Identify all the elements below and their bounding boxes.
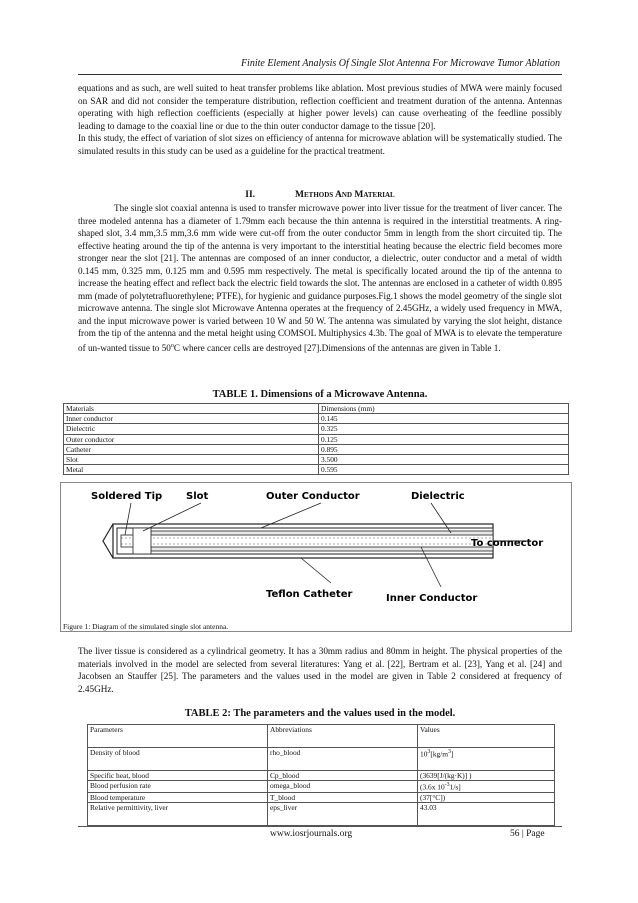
table-header-cell: Dimensions (mm) bbox=[319, 404, 569, 414]
table-cell: Dielectric bbox=[64, 424, 319, 434]
intro-paragraph-2: In this study, the effect of variation of slot sizes on efficiency of antenna for microwave ablation will be systematically studied. The simulated results in this study can be used as a guideline for the practical treatment. bbox=[78, 133, 562, 156]
label-to-connector: To connector bbox=[471, 538, 544, 549]
catheter-tip bbox=[103, 524, 113, 558]
table-cell: Metal bbox=[64, 465, 319, 475]
value-exponent: 3 bbox=[448, 749, 452, 755]
table-header-row bbox=[88, 725, 555, 748]
table-cell: 0.595 bbox=[319, 465, 569, 475]
methods-text-b: C where cancer cells are destroyed [27].Dimensions of the antennas are given in Table 1. bbox=[173, 342, 501, 353]
value-exponent: -3 bbox=[444, 782, 450, 789]
table-row bbox=[88, 771, 555, 781]
table-cell: 0.145 bbox=[319, 414, 569, 424]
section-heading bbox=[78, 190, 562, 200]
table-cell: Catheter bbox=[64, 444, 319, 454]
figure1 bbox=[60, 482, 572, 632]
table-cell: 43.03 bbox=[418, 803, 555, 826]
value-unit-close: ] bbox=[451, 749, 454, 759]
table-row bbox=[64, 434, 569, 444]
table-cell: T_blood bbox=[268, 792, 418, 802]
table-header-cell: Parameters bbox=[88, 725, 268, 748]
table-cell: eps_liver bbox=[268, 803, 418, 826]
table-cell: Slot bbox=[64, 455, 319, 465]
figure1-caption: Figure 1: Diagram of the simulated single slot antenna. bbox=[63, 622, 229, 631]
inner-conductor-shape bbox=[121, 535, 493, 547]
table-header-cell: Values bbox=[418, 725, 555, 748]
running-header: Finite Element Analysis Of Single Slot Antenna For Microwave Tumor Ablation bbox=[240, 58, 560, 69]
footer-url[interactable]: www.iosrjournals.org bbox=[270, 829, 353, 839]
label-outer-conductor: Outer Conductor bbox=[266, 491, 360, 502]
label-teflon-catheter: Teflon Catheter bbox=[266, 589, 353, 600]
table-cell: Density of blood bbox=[88, 748, 268, 771]
section-number: II. bbox=[245, 190, 256, 200]
methods-paragraph bbox=[78, 202, 562, 354]
degree-superscript: o bbox=[170, 342, 174, 349]
label-soldered-tip: Soldered Tip bbox=[91, 491, 163, 502]
table-cell: Blood perfusion rate bbox=[88, 781, 268, 793]
table-cell: Specific heat, blood bbox=[88, 771, 268, 781]
value-exponent: 3 bbox=[427, 749, 431, 755]
table-cell bbox=[418, 748, 555, 771]
table-row bbox=[88, 803, 555, 826]
table2 bbox=[87, 724, 555, 826]
table-cell: 0.895 bbox=[319, 444, 569, 454]
value-base: (3.6x 10 bbox=[420, 782, 445, 792]
footer-page-number: 56 | Page bbox=[510, 829, 545, 839]
table-cell: 3.500 bbox=[319, 455, 569, 465]
intro-paragraph-1: equations and as such, are well suited to heat transfer problems like ablation. Most previous studies of MWA were mainly focused on SAR and did not consider the temperature distribution, reflection coefficient and treatment duration of the antenna. Antennas operating with high reflection coefficients (especially at higher power levels) can cause overheating of the feedline possibly leading to damage to the coaxial line or due to the thin outer conductor damage to the tissue [20]. bbox=[78, 83, 562, 131]
slot-shape bbox=[133, 528, 151, 554]
label-dielectric: Dielectric bbox=[411, 491, 465, 502]
table-header-cell: Abbreviations bbox=[268, 725, 418, 748]
table-cell: Relative permittivity, liver bbox=[88, 803, 268, 826]
table-row bbox=[64, 414, 569, 424]
table-row bbox=[88, 748, 555, 771]
liver-text: The liver tissue is considered as a cylindrical geometry. It has a 30mm radius and 80mm in height. The physical properties of the materials involved in the model are selected from several literatures: Yang et al. [22], Bertram et al. [23], Yang et al. [24] and Jacobsen an Stauffer [25]. The parameters and the values used in the model are given in Table 2 considered at frequency of 2.45GHz. bbox=[78, 646, 562, 694]
table-cell: Cp_blood bbox=[268, 771, 418, 781]
table-row bbox=[64, 465, 569, 475]
table-row bbox=[64, 444, 569, 454]
liver-paragraph bbox=[78, 645, 562, 695]
methods-text-a: The single slot coaxial antenna is used to transfer microwave power into liver tissue for the treatment of liver cancer. The three modeled antenna has a diameter of 1.79mm each because the thin antenna is required in the interstitial treatments. A ring-shaped slot, 3.4 mm,3.5 mm,3.6 mm wide were cut-off from the outer conductor 5mm in length from the short circuited tip. The effective heating around the tip of the antenna is very important to the interstitial heating because the electric field becomes more stronger near the slot [21]. The antennas are composed of an inner conductor, a dielectric, outer conductor and a metal of width 0.145 mm, 0.325 mm, 0.125 mm and 0.595 mm respectively. The metal is specifically located around the tip of the antenna to increase the heating effect and reflect back the electric field towards the slot. The antennas are enclosed in a catheter of width 0.895 mm (made of polytetrafluorethylene; PTFE), for hygienic and guidance purposes.Fig.1 shows the model geometry of the single slot microwave antenna. The single slot Microwave Antenna operates at the frequency of 2.45GHz, a widely used frequency in MWA, and the input microwave power is varied between 10 W and 50 W. The antenna was simulated by varying the slot height, distance from the tip of the antenna and the metal height using COMSOL Multiphysics 4.3b. The goal of MWA is to elevate the temperature of un-wanted tissue to 50 bbox=[78, 203, 562, 353]
table-row bbox=[64, 424, 569, 434]
table-row bbox=[88, 792, 555, 802]
table-row bbox=[88, 781, 555, 793]
value-unit: [kg/m bbox=[430, 749, 449, 759]
table-cell: omega_blood bbox=[268, 781, 418, 793]
table2-title: TABLE 2: The parameters and the values used in the model. bbox=[184, 708, 456, 719]
table-cell: (3639[J/(kg·K)] ) bbox=[418, 771, 555, 781]
antenna-diagram bbox=[61, 483, 571, 619]
intro-section bbox=[78, 82, 562, 157]
footer-rule bbox=[78, 826, 562, 827]
table-cell: (37[°C]) bbox=[418, 792, 555, 802]
header-rule bbox=[78, 74, 562, 75]
methods-section bbox=[78, 202, 562, 354]
table1-title: TABLE 1. Dimensions of a Microwave Antenna. bbox=[212, 389, 428, 400]
section-title: Methods And Material bbox=[295, 190, 395, 200]
table-cell: Blood temperature bbox=[88, 792, 268, 802]
table-header-row bbox=[64, 404, 569, 414]
value-unit: 1/s] bbox=[449, 782, 461, 792]
label-slot: Slot bbox=[186, 491, 209, 502]
label-inner-conductor: Inner Conductor bbox=[386, 593, 478, 604]
leader-line bbox=[301, 558, 331, 583]
table1 bbox=[63, 403, 569, 475]
table-cell: Inner conductor bbox=[64, 414, 319, 424]
table-cell: Outer conductor bbox=[64, 434, 319, 444]
table-cell: rho_blood bbox=[268, 748, 418, 771]
value-base: 10 bbox=[420, 749, 428, 759]
table-cell bbox=[418, 781, 555, 793]
table-header-cell: Materials bbox=[64, 404, 319, 414]
table-cell: 0.125 bbox=[319, 434, 569, 444]
table-row bbox=[64, 455, 569, 465]
table-cell: 0.325 bbox=[319, 424, 569, 434]
